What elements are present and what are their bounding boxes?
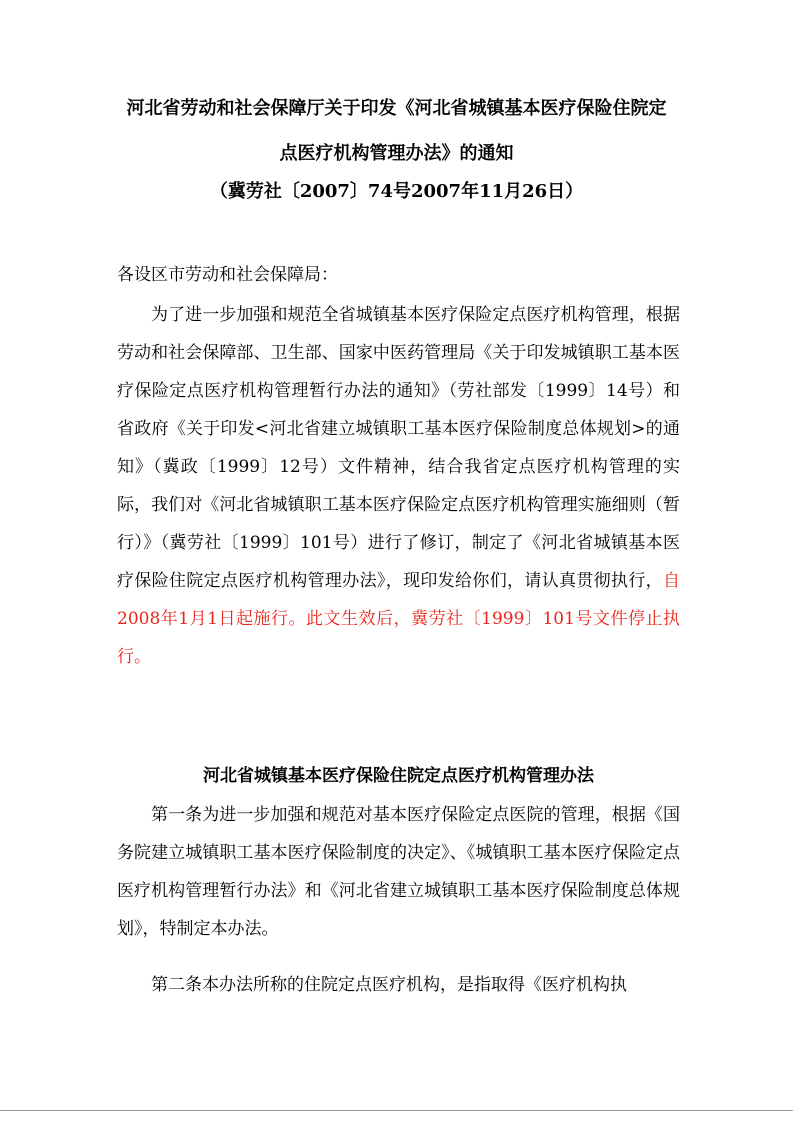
intro-paragraph bbox=[117, 296, 680, 676]
salutation: 各设区市劳动和社会保障局： bbox=[117, 265, 338, 285]
intro-paragraph-main: 为了进一步加强和规范全省城镇基本医疗保险定点医疗机构管理，根据劳动和社会保障部、卫生部、国家中医药管理局《关于印发城镇职工基本医疗保险定点医疗机构管理暂行办法的通知》（劳社部发〔1999〕14号）和省政府《关于印发<河北省建立城镇职工基本医疗保险制度总体规划>的通知》（冀政〔1999〕12号）文件精神，结合我省定点医疗机构管理的实际，我们对《河北省城镇职工基本医疗保险定点医疗机构管理实施细则（暂行）》（冀劳社〔1999〕101号）进行了修订，制定了《河北省城镇基本医疗保险住院定点医疗机构管理办法》，现印发给你们，请认真贯彻执行， bbox=[117, 305, 680, 591]
document-title-line-1: 河北省劳动和社会保障厅关于印发《河北省城镇基本医疗保险住院定 bbox=[126, 98, 667, 119]
article-2: 第二条本办法所称的住院定点医疗机构，是指取得《医疗机构执 bbox=[151, 975, 627, 995]
document-reference-number: （冀劳社〔2007〕74号2007年11月26日） bbox=[209, 181, 584, 202]
document-title-line-2: 点医疗机构管理办法》的通知 bbox=[279, 143, 514, 164]
regulation-title: 河北省城镇基本医疗保险住院定点医疗机构管理办法 bbox=[203, 766, 594, 786]
effective-date-notice: 自2008年1月1日起施行。此文生效后，冀劳社〔1999〕101号文件停止执行。 bbox=[117, 571, 680, 667]
page-bottom-rule bbox=[0, 1110, 793, 1111]
article-1: 第一条为进一步加强和规范对基本医疗保险定点医院的管理，根据《国务院建立城镇职工基本医疗保险制度的决定》、《城镇职工基本医疗保险定点医疗机构管理暂行办法》和《河北省建立城镇职工基本医疗保险制度总体规划》，特制定本办法。 bbox=[117, 805, 680, 939]
